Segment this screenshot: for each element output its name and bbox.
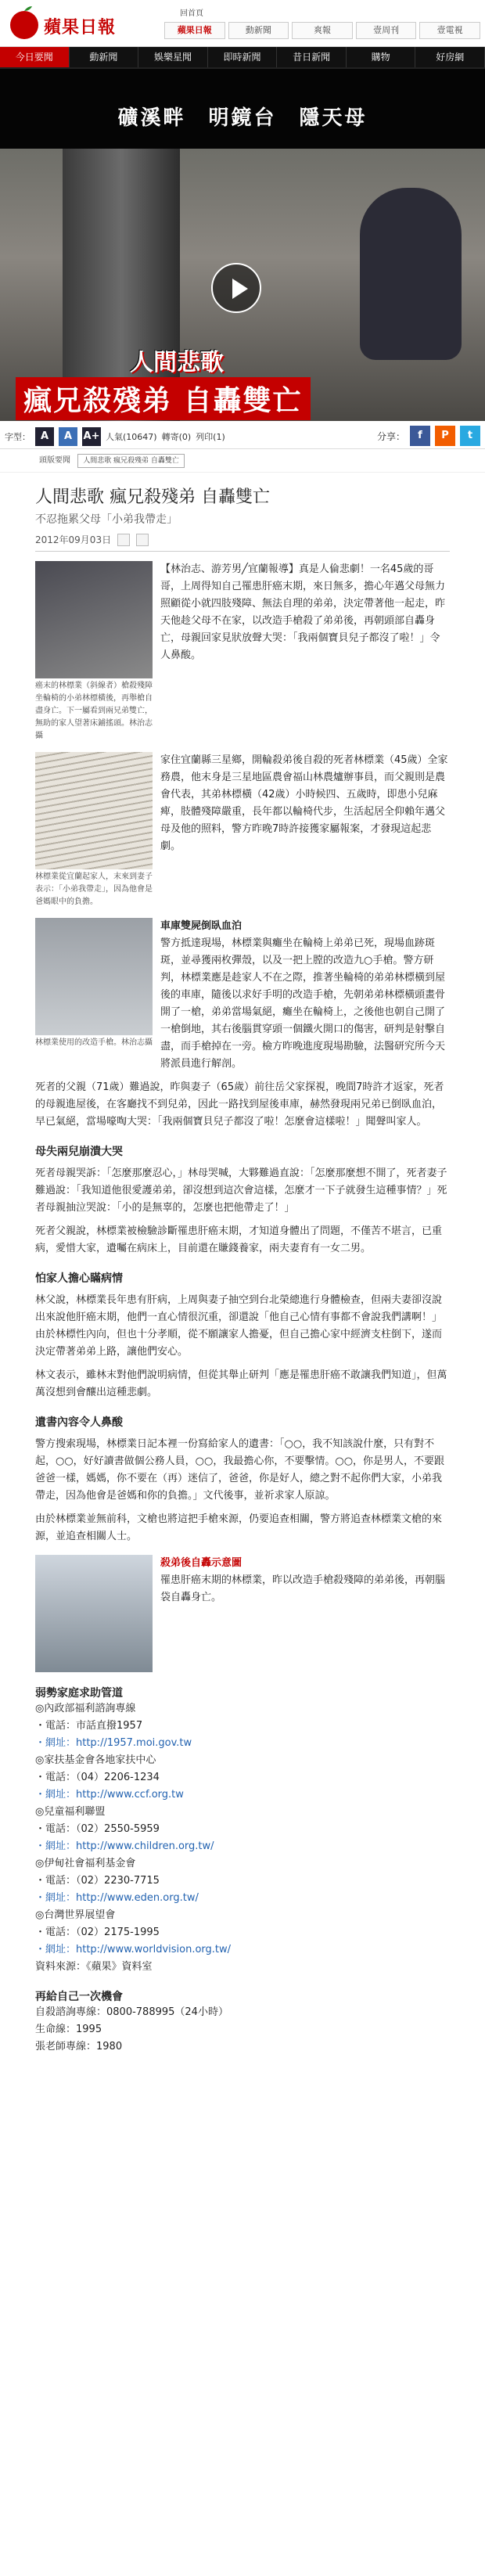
video-caption-main: 瘋兄殺殘弟 自轟雙亡 xyxy=(16,377,311,420)
service-link[interactable]: ・網址：http://www.worldvision.org.tw/ xyxy=(35,1944,232,1955)
site-tab[interactable]: 壹周刊 xyxy=(356,22,417,39)
service-line: ◎兒童福利聯盟 xyxy=(35,1806,106,1818)
section-heading: 殺弟後自轟示意圖 xyxy=(160,1557,242,1569)
service-line: ◎台灣世界展望會 xyxy=(35,1909,116,1921)
photo-1[interactable] xyxy=(35,561,153,743)
site-tab[interactable]: 動新聞 xyxy=(228,22,289,39)
help-line: 生命線：1995 xyxy=(35,2024,102,2035)
photo-3[interactable] xyxy=(35,918,153,1073)
services-list xyxy=(35,1700,450,1976)
section-heading: 母失兩兒崩潰大哭 xyxy=(35,1146,123,1158)
article-title: 人間悲歌 瘋兄殺殘弟 自轟雙亡 xyxy=(35,487,270,507)
font-medium-button[interactable]: A xyxy=(59,427,77,446)
service-line: ・電話：（04）2206-1234 xyxy=(35,1772,160,1783)
photo-image xyxy=(35,561,153,678)
paragraph: 警方抵達現場，林標業與癱坐在輪椅上弟弟已死，現場血跡斑斑，並尋獲兩枚彈殼，以及一把上膛的改造九○手槍。警方研判，林標業應是趁家人不在之際，推著坐輪椅的弟弟林標橫到屋後的車庫，隨後以求好手明的改造手槍，先朝弟弟林標橫頭畫骨開了一槍，弟弟當場氣絕，癱坐在輪椅上，之後他也朝自己開了一槍倒地，其右後腦貫穿頭一個鐵火開口的傷害，研判是射擊自盡，而手槍掉在一旁。檢方昨晚進度現場勘驗，法醫研究所今天將派員進行解剖。 xyxy=(160,937,446,1070)
section-heading: 遺書內容令人鼻酸 xyxy=(35,1416,123,1429)
apple-logo-icon xyxy=(6,5,42,41)
forward-link[interactable]: 轉寄(0) xyxy=(161,432,192,442)
service-link[interactable]: ・網址：http://1957.moi.gov.tw xyxy=(35,1737,192,1749)
nav-item[interactable]: 今日要聞 xyxy=(0,47,70,67)
nav-item[interactable]: 好房網 xyxy=(415,47,485,67)
photo-2[interactable] xyxy=(35,752,153,908)
paragraph: 林文表示，雖林末對他們說明病情，但從其舉止研判「應是罹患肝癌不敢讓我們知道」，但萬萬沒想到會釀出這種悲劇。 xyxy=(35,1369,447,1398)
main-nav xyxy=(0,47,485,67)
plurk-icon[interactable]: P xyxy=(435,426,455,446)
section-diagram xyxy=(35,1555,450,1672)
nav-item[interactable]: 娛樂星聞 xyxy=(138,47,208,67)
nav-item[interactable]: 購物 xyxy=(347,47,416,67)
section-scene xyxy=(35,918,450,1073)
section-heading: 車庫雙屍倒臥血泊 xyxy=(160,920,242,932)
service-line: ◎內政部福利諮詢專線 xyxy=(35,1703,136,1714)
service-line: ・電話：（02）2175-1995 xyxy=(35,1927,160,1938)
font-size-label: 字型： xyxy=(5,432,31,442)
paragraph: 死者母親哭訴：「怎麼那麼忍心，」林母哭喊，大夥難過直說：「怎麼那麼想不開了，死者妻子難過說：「我知道他很愛護弟弟，卻沒想到這次會這樣，怎麼才一下子就發生這種事情？」死者母親抽泣哭說：「小的是無辜的，怎麼也把他帶走了！」 xyxy=(35,1167,447,1214)
site-switcher xyxy=(164,22,480,39)
logo-text: 蘋果日報 xyxy=(44,18,117,38)
email-icon[interactable] xyxy=(117,534,130,546)
article-subtitle: 不忍拖累父母「小弟我帶走」 xyxy=(35,513,178,526)
paragraph: 死者的父親（71歲）難過說，昨與妻子（65歲）前往岳父家探視，晚間7時許才返家，死者的母親進屋後，在客廳找不到兒弟，因此一路找到屋後車庫，赫然發現兩兄弟已倒臥血泊，早已氣絕，當場嚎啕大哭：「我兩個寶貝兒子都沒了啦！怎麼會這樣啦！」聞聲叫家人。 xyxy=(35,1081,444,1128)
section-text xyxy=(160,918,450,1073)
paragraph: 【林治志、游芳男╱宜蘭報導】真是人倫悲劇！一名45歲的哥哥，上周得知自己罹患肝癌末期，來日無多，擔心年邁父母無力照顧從小就四肢殘障、無法自理的弟弟，決定帶著他一起走，昨天他趁父母不在家，以改造手槍殺了弟弟後，再朝頭部自轟身亡，母親回家見狀放聲大哭：「我兩個寶貝兒子都沒了啦！」令人鼻酸。 xyxy=(160,563,446,661)
article-dateline xyxy=(35,533,450,552)
photo-caption: 林標業從宜蘭起家人，末來到妻子表示：「小弟我帶走」，因為他會是爸媽眼中的負擔。 xyxy=(35,872,153,906)
service-line: ・電話：市話直撥1957 xyxy=(35,1720,143,1732)
photo-caption: 癌末的林標業（斜線者）槍殺殘障坐輪椅的小弟林標橫後，再舉槍自盡身亡。下一屬看到兩兄弟雙亡，無助的家人望著床鋪搖頭。林治志攝 xyxy=(35,682,153,740)
service-link[interactable]: ・網址：http://www.children.org.tw/ xyxy=(35,1840,214,1852)
services-title: 弱勢家庭求助管道 xyxy=(35,1687,123,1700)
video-player[interactable] xyxy=(0,149,485,421)
play-icon[interactable] xyxy=(211,263,261,313)
top-nav xyxy=(164,5,480,42)
font-small-button[interactable]: A xyxy=(35,427,54,446)
nav-item[interactable]: 動新聞 xyxy=(70,47,139,67)
print-icon[interactable] xyxy=(136,534,149,546)
readers-count: 人氣(10647) xyxy=(106,432,157,442)
nav-item[interactable]: 昔日新聞 xyxy=(277,47,347,67)
article-toolbar xyxy=(0,421,485,449)
service-line: ・電話：（02）2230-7715 xyxy=(35,1875,160,1887)
article-date: 2012年09月03日 xyxy=(35,534,112,545)
paragraph: 林父說，林標業長年患有肝病，上周與妻子抽空到台北榮總進行身體檢查，但兩夫妻卻沒說出來說他肝癌末期，他們一直心情很沉重，卻還說「他自己心情有事都不會說我們講啊！」由於林標性內向，但也十分孝順，從不願讓家人擔憂，但自己擔心家中經濟支柱倒下，遂而決定帶著弟弟上路，讓他們安心。 xyxy=(35,1294,443,1358)
service-line: ・電話：（02）2550-5959 xyxy=(35,1823,160,1835)
photo-image xyxy=(35,918,153,1035)
breadcrumb-label: 頭版要聞 xyxy=(39,456,70,465)
photo-4[interactable] xyxy=(35,1555,153,1672)
service-link[interactable]: ・網址：http://www.ccf.org.tw xyxy=(35,1789,184,1801)
paragraph: 罹患肝癌末期的林標業，昨以改造手槍殺殘障的弟弟後，再朝腦袋自轟身亡。 xyxy=(160,1574,446,1603)
help-list xyxy=(35,2004,450,2056)
service-link[interactable]: ・網址：http://www.eden.org.tw/ xyxy=(35,1892,199,1904)
ad-banner[interactable] xyxy=(0,67,485,149)
photo-image xyxy=(35,752,153,869)
font-large-button[interactable]: A+ xyxy=(82,427,101,446)
paragraph: 家住宜蘭縣三星鄉，開輪殺弟後自殺的死者林標業（45歲）全家務農，他末身是三星地區農會福山林農爐辦事員，而父親則是農會代表，其弟林標橫（42歲）小時候四、五歲時，即患小兒麻痺，肢體殘障嚴重，長年都以輪椅代步，生活起居全仰賴年邁父母及他的照料，警方昨晚7時許接獲家屬報案，才發現這起悲劇。 xyxy=(160,754,448,852)
facebook-icon[interactable]: f xyxy=(410,426,430,446)
site-tab[interactable]: 壹電視 xyxy=(419,22,480,39)
video-caption-top: 人間悲歌 xyxy=(130,349,224,376)
help-line: 自殺諮詢專線：0800-788995（24小時） xyxy=(35,2006,228,2018)
paragraph: 由於林標業並無前科，文槍也將這把手槍來源，仍要追查相關，警方將追查林標業文槍的來源，並追查相關人士。 xyxy=(35,1513,443,1542)
nav-item[interactable]: 即時新聞 xyxy=(208,47,278,67)
article xyxy=(0,473,485,2056)
banner-text: 礦溪畔 明鏡台 隱天母 xyxy=(117,106,368,130)
site-tab[interactable]: 蘋果日報 xyxy=(164,22,225,39)
photo-caption: 林標業使用的改造手槍。林治志攝 xyxy=(35,1038,153,1047)
paragraph: 警方搜索現場，林標業日記本裡一份寫給家人的遺書：「○○，我不知該說什麼，只有對不起，○○，好好讀書做個公務人員，○○，我最擔心你，不要擊情。○○，你是男人，不要跟爸爸一樣，媽媽，你不要在（再）迷信了，爸爸，你是好人，總之對不起你們大家，小弟我帶走，因為他會是爸媽和你的負擔。」文代後事，並祈求家人原諒。 xyxy=(35,1438,445,1502)
service-line: ◎伊甸社會福利基金會 xyxy=(35,1858,136,1869)
home-link[interactable]: 回首頁 xyxy=(180,9,203,18)
service-source: 資料來源：《蘋果》資料室 xyxy=(35,1961,153,1973)
service-line: ◎家扶基金會各地家扶中心 xyxy=(35,1754,156,1766)
twitter-icon[interactable]: t xyxy=(460,426,480,446)
help-title: 再給自己一次機會 xyxy=(35,1991,123,2003)
section-heading: 怕家人擔心瞞病情 xyxy=(35,1272,123,1285)
site-tab[interactable]: 爽報 xyxy=(292,22,353,39)
article-select[interactable]: 人間悲歌 瘋兄殺殘弟 自轟雙亡 xyxy=(77,454,185,468)
section-family xyxy=(35,752,450,908)
article-body xyxy=(35,1079,450,1545)
breadcrumb xyxy=(0,449,485,473)
site-logo[interactable] xyxy=(6,5,147,42)
print-link[interactable]: 列印(1) xyxy=(196,432,225,442)
site-header xyxy=(0,0,485,47)
section-intro xyxy=(35,561,450,743)
help-line: 張老師專線：1980 xyxy=(35,2041,123,2053)
paragraph: 死者父親說，林標業被檢驗診斷罹患肝癌末期，才知道身體出了問題，不僅苦不堪言，已重病，愛惜大家，遺囑在病床上，目前還在賺錢養家，兩夫妻育有一女二男。 xyxy=(35,1225,443,1254)
share-label: 分享： xyxy=(376,430,405,442)
photo-image xyxy=(35,1555,153,1672)
section-text xyxy=(160,1555,450,1672)
video-figure xyxy=(360,188,462,360)
